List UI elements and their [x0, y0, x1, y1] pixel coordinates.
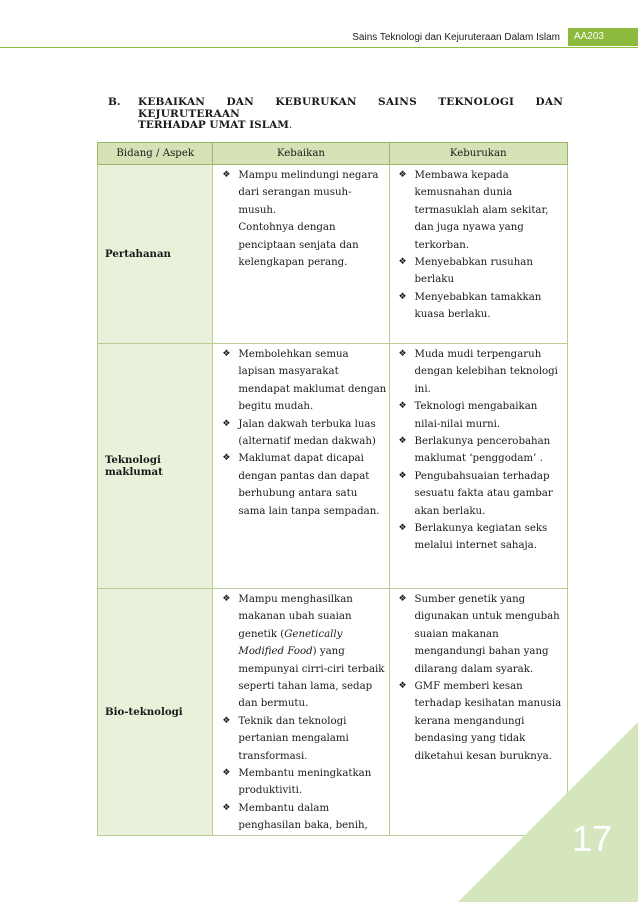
list-item — [390, 398, 567, 433]
list-item-text: Menyebabkan tamakkan kuasa berlaku. — [414, 291, 542, 321]
diamond-bullet-icon: ❖ — [222, 715, 231, 726]
section-title-period: . — [288, 119, 293, 131]
diamond-bullet-icon: ❖ — [398, 349, 407, 359]
list-item-text: Berlakunya pencerobahan maklumat ‘penggodam’ . — [414, 436, 551, 465]
list-item-text: Jalan dakwah terbuka luas (alternatif medan dakwah) — [238, 418, 376, 448]
diamond-bullet-icon: ❖ — [222, 802, 231, 813]
list-item-text: Membawa kepada kemusnahan dunia termasuklah alam sekitar, dan juga nyawa yang terkorban. — [414, 170, 549, 251]
table-row — [98, 165, 568, 344]
page-number: 17 — [571, 818, 612, 859]
table-row — [98, 344, 568, 589]
list-item — [390, 289, 567, 324]
list-item-text: Muda mudi terpengaruh dengan kelebihan teknologi ini. — [414, 349, 558, 395]
aspect-cell: Bio-teknologi — [98, 589, 213, 836]
section-title-line1: KEBAIKAN DAN KEBURUKAN SAINS TEKNOLOGI DAN KEJURUTERAAN — [138, 96, 563, 120]
list-item — [213, 591, 388, 713]
kebaikan-cell — [213, 589, 389, 836]
aspect-cell: Pertahanan — [98, 165, 213, 344]
diamond-bullet-icon: ❖ — [222, 418, 231, 429]
list-item — [213, 450, 388, 520]
list-item — [213, 765, 388, 800]
diamond-bullet-icon: ❖ — [398, 681, 407, 692]
list-item-text: Sumber genetik yang digunakan untuk mengubah suaian makanan mengandungi bahan yang dilarang dalam syarak. — [414, 594, 560, 675]
diamond-bullet-icon: ❖ — [222, 768, 231, 779]
list-item — [213, 416, 388, 451]
diamond-bullet-icon: ❖ — [222, 170, 231, 180]
section-title-line2-text: TERHADAP UMAT ISLAM — [138, 119, 289, 131]
list-item — [213, 167, 388, 219]
diamond-bullet-icon: ❖ — [398, 291, 407, 302]
diamond-bullet-icon: ❖ — [398, 170, 407, 180]
kebaikan-cell — [213, 165, 389, 344]
diamond-bullet-icon: ❖ — [398, 257, 407, 268]
keburukan-cell — [389, 165, 567, 344]
section-label: B. — [108, 96, 121, 108]
list-item — [390, 468, 567, 520]
list-item-text — [238, 594, 384, 709]
list-item — [213, 346, 388, 416]
list-item — [390, 520, 567, 555]
header-kebaikan: Kebaikan — [213, 143, 389, 165]
header-title: Sains Teknologi dan Kejuruteraan Dalam Islam — [352, 31, 560, 43]
diamond-bullet-icon: ❖ — [222, 349, 231, 359]
page-header — [352, 28, 638, 46]
list-item — [390, 254, 567, 289]
diamond-bullet-icon: ❖ — [222, 453, 231, 464]
diamond-bullet-icon: ❖ — [398, 470, 407, 481]
list-item — [213, 713, 388, 765]
list-item — [390, 591, 567, 678]
list-item-text: Teknologi mengabaikan nilai-nilai murni. — [414, 401, 538, 430]
gmf-text-post: ) yang mempunyai cirri-ciri terbaik seperti tahan lama, sedap dan bermutu. — [238, 646, 385, 710]
diamond-bullet-icon: ❖ — [398, 436, 407, 447]
diamond-bullet-icon: ❖ — [398, 523, 407, 534]
aspect-cell: Teknologi maklumat — [98, 344, 213, 589]
list-item-text: Maklumat dapat dicapai dengan pantas dan dapat berhubung antara satu sama lain tanpa sempadan. — [238, 453, 380, 517]
section-title-line2 — [138, 119, 292, 131]
list-item-text: Membantu dalam penghasilan baka, benih, — [238, 802, 368, 832]
diamond-bullet-icon: ❖ — [398, 401, 407, 412]
corner-decoration — [458, 722, 638, 902]
header-aspect: Bidang / Aspek — [98, 143, 213, 165]
gmf-text-pre: Mampu menghasilkan makanan ubah suaian genetik ( — [238, 594, 353, 640]
example-note: Contohnya dengan penciptaan senjata dan kelengkapan perang. — [238, 222, 359, 269]
list-item — [390, 346, 567, 398]
list-item-text: Membolehkan semua lapisan masyarakat mendapat maklumat dengan begitu mudah. — [238, 349, 387, 413]
list-item — [390, 167, 567, 254]
diamond-bullet-icon: ❖ — [398, 594, 407, 604]
list-item-text: Teknik dan teknologi pertanian mengalami transformasi. — [238, 715, 349, 762]
list-item-text: Mampu melindungi negara dari serangan musuh-musuh. — [238, 170, 379, 216]
table-header-row — [98, 143, 568, 165]
diamond-bullet-icon: ❖ — [222, 594, 231, 604]
header-divider — [0, 47, 638, 48]
list-item-text: Menyebabkan rusuhan berlaku — [414, 257, 533, 286]
kebaikan-cell — [213, 344, 389, 589]
list-item-text: Membantu meningkatkan produktiviti. — [238, 768, 372, 797]
header-course-code: AA203 — [568, 28, 638, 46]
list-item-text: GMF memberi kesan terhadap kesihatan manusia kerana mengandungi bendasing yang tidak diketahui kesan buruknya. — [414, 681, 562, 762]
list-item-text: Berlakunya kegiatan seks melalui internet sahaja. — [414, 523, 548, 552]
gmf-text-italic: Genetically Modified Food — [238, 628, 343, 658]
list-item — [390, 433, 567, 468]
list-item — [213, 800, 388, 835]
list-item-text: Pengubahsuaian terhadap sesuatu fakta atau gambar akan berlaku. — [414, 470, 553, 517]
header-keburukan: Keburukan — [389, 143, 567, 165]
keburukan-cell — [389, 344, 567, 589]
